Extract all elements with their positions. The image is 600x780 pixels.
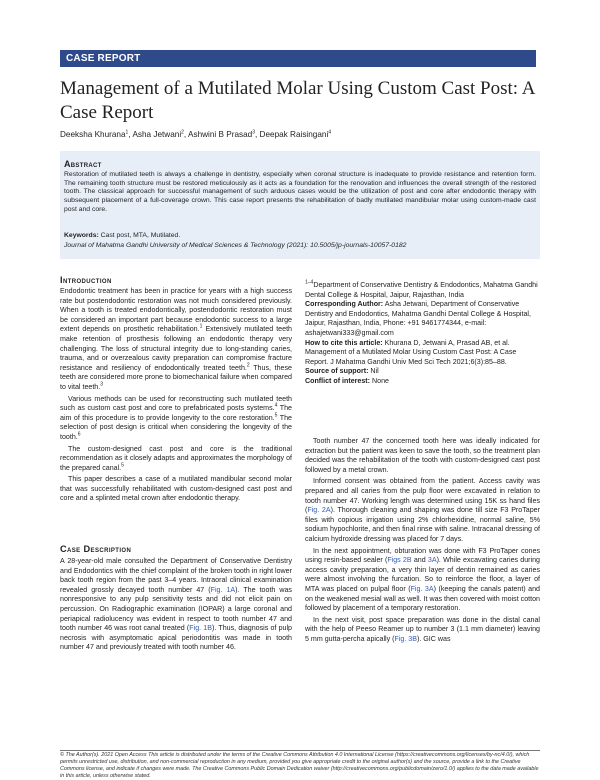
- figure-link[interactable]: Fig. 1A: [210, 585, 236, 594]
- case-paragraph: A 28-year-old male consulted the Department of Conservative Dentistry and Endodontics with the chief complaint of the broken tooth in right lower back tooth region from the past 3–4 years. Intraoral clinical examination revealed grossly decayed tooth number 47 (Fig. 1A). The tooth was nonresponsive to any pulp sensitivity tests and did not elicit pain on percussion. On Radiographic examination (IOPAR) a large coronal and periapical radiolucency was evident in respect to tooth number 47 and tooth number 46 was root canal treated (Fig. 1B). Thus, diagnosis of pulp necrosis with asymptomatic apical periodontitis was made in tooth number 47 and previously treated with tooth number 46.: [60, 557, 292, 652]
- author-affiliation-marker: 4: [328, 129, 332, 136]
- article-title: Management of a Mutilated Molar Using Custom Cast Post: A Case Report: [60, 78, 535, 123]
- source-of-support: Source of support: Nil: [305, 367, 379, 376]
- intro-paragraph: Endodontic treatment has been in practice for years with a high success rate but postendodontic restoration was not much considered previously. When a tooth is treated endodontically, postendodontic restoration must be considered an important part because endodontic success to a large extent depends on prosthetic rehabilitation.$^1$ Extensively mutilated teeth make retention of prosthesis following an endodontic therapy very challenging. The loss of structural integrity due to long-standing caries, trauma, and or overzealous cavity preparation can compromise fracture resistance and resiliency of endodontically treated teeth.$^2$ Thus, these teeth are considered more prone to biomechanical failure when compared to vital teeth.$^3$: [60, 287, 292, 391]
- how-to-cite: How to cite this article: Khurana D, Jetwani A, Prasad AB, et al. Management of a Mutilated Molar Using Custom Cast Post: A Case Report. J Mahatma Gandhi Univ Med Sci Tech 2021;6(3):85–88.: [305, 338, 517, 366]
- intro-paragraph: Various methods can be used for reconstructing such mutilated teeth such as custom cast post and core to prefabricated posts systems.$^4$ The aim of this procedure is to provide longevity to the core restoration.$^5$ The selection of post design is critical when considering the longevity of the tooth.$^6$: [60, 394, 292, 441]
- keywords-text: Cast post, MTA, Mutilated.: [100, 232, 181, 239]
- author-name: Deepak Raisingani: [259, 130, 329, 139]
- journal-citation: Journal of Mahatma Gandhi University of Medical Sciences & Technology (2021): 10.5005/jp-journals-10057-0182: [64, 242, 407, 249]
- body-paragraph: In the next visit, post space preparation was done in the distal canal with the help of Peeso Reamer up to number 3 (1.1 mm diameter) leaving 5 mm gutta-percha apically (Fig. 3B). GIC was: [305, 615, 540, 643]
- figure-link[interactable]: Fig. 3A: [410, 584, 434, 593]
- keywords-label: Keywords:: [64, 232, 99, 239]
- affiliation-block: [305, 281, 540, 387]
- license-footnote: © The Author(s). 2021 Open Access This article is distributed under the terms of the Creative Commons Attribution 4.0 International License (https://creativecommons.org/licenses/by-nc/4.0/), which permits unrestricted use, distribution, and non-commercial reproduction in any medium, provided you give appropriate credit to the original author(s) and the source, provide a link to the Creative Commons license, and indicate if changes were made. The Creative Commons Public Domain Dedication waiver (http://creativecommons.org/publicdomain/zero/1.0/) applies to the data made available in this article, unless otherwise stated.: [60, 752, 539, 779]
- author-affiliation-marker: 3: [252, 129, 255, 136]
- figure-link[interactable]: 3A: [427, 556, 437, 565]
- intro-paragraph: The custom-designed cast post and core is the traditional recommendation as it closely adapts and approximates the morphology of the prepared canal.$^5$: [60, 444, 292, 472]
- introduction-heading: Introduction: [60, 275, 112, 285]
- author-affiliation-marker: 2: [181, 129, 184, 136]
- case-description-heading: Case Description: [60, 544, 132, 554]
- abstract-text: Restoration of mutilated teeth is always a challenge in dentistry, especially when coronal structure is inadequate to provide resistance and retention form. The remaining tooth structure must be restored meticulously as it acts as a foundation for the renovation and influences the overall strength of the restored tooth. The classical approach for successful management of such arduous cases would be the utilization of post and core after endodontic therapy with subsequent placement of a full-coverage crown. This case report presents the rehabilitation of badly mutilated mandibular molar using custom-made cast post and core.: [64, 171, 536, 213]
- author-list: Deeksha Khurana$^1$, Asha Jetwani$^2$, Ashwini B Prasad$^3$, Deepak Raisingani$^4$: [60, 129, 332, 139]
- case-description-body: [60, 557, 292, 653]
- body-paragraph: In the next appointment, obturation was done with F3 ProTaper cones using resin-based sealer (Figs 2B and 3A). While excavating caries during access cavity preparation, a very thin layer of dentin remained as caries were almost involving the furcation. So to reinforce the floor, a layer of MTA was placed on pulpal floor (Fig. 3A) (keeping the canals patent) and on the weakened mesial wall as well. It was then covered with moist cotton followed by placement of a temporary restoration.: [305, 546, 541, 613]
- figure-link[interactable]: Fig. 3B: [394, 634, 417, 643]
- body-paragraph: Informed consent was obtained from the patient. Access cavity was prepared and all caries from the pulp floor were excavated in relation to tooth number 47. Working length was determined using 15K ss hand files (Fig. 2A). Thorough cleaning and shaping was done till size F3 ProTaper files with copious irrigation using 2% chlorhexidine, normal saline, 5% sodium hypochlorite, and then final rinse with saline. Intracanal dressing of calcium hydroxide dressing was placed for 7 days.: [305, 477, 540, 543]
- affiliation-text: $^{1-4}$Department of Conservative Dentistry & Endodontics, Mahatma Gandhi Dental College & Hospital, Jaipur, Rajasthan, India: [305, 279, 538, 299]
- author-name: Deeksha Khurana: [60, 130, 126, 139]
- figure-link[interactable]: Figs 2B: [387, 556, 412, 565]
- keywords-line: [64, 232, 180, 239]
- intro-paragraph: This paper describes a case of a mutilated mandibular second molar that was successfully rehabilitated with custom-designed cast post and core and a splinted metal crown after endodontic therapy.: [60, 475, 292, 503]
- right-column-body: [305, 437, 540, 644]
- article-type-banner: CASE REPORT: [60, 50, 536, 67]
- author-affiliation-marker: 1: [125, 129, 129, 136]
- author-name: Ashwini B Prasad: [188, 130, 253, 139]
- figure-link[interactable]: Fig. 1B: [189, 624, 212, 633]
- figure-link[interactable]: Fig. 2A: [307, 506, 331, 515]
- corresponding-author: Corresponding Author: Asha Jetwani, Department of Conservative Dentistry and Endodontics, Mahatma Gandhi Dental College & Hospital, Jaipur, Rajasthan, India, Phone: +91 9461774344, e-mail: ashajetwani333@gmail.com: [305, 300, 531, 337]
- body-paragraph: Tooth number 47 the concerned tooth here was ideally indicated for extraction but the patient was keen to save the tooth, so the treatment plan decided was the rehabilitation of the tooth with custom-designed cast post followed by a metal crown.: [305, 437, 540, 474]
- abstract-heading: Abstract: [64, 159, 102, 169]
- conflict-of-interest: Conflict of interest: None: [305, 376, 389, 385]
- author-name: Asha Jetwani: [132, 130, 182, 139]
- footnote-divider: [60, 750, 540, 751]
- introduction-body: [60, 287, 292, 504]
